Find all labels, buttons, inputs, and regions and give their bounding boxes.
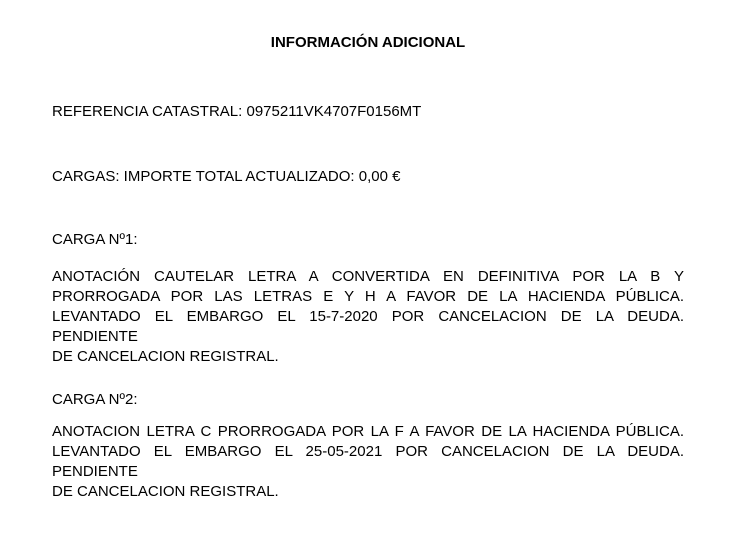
cadastral-reference-line: REFERENCIA CATASTRAL: 0975211VK4707F0156MT <box>52 103 422 120</box>
text-line: PRORROGADA POR LAS LETRAS E Y H A FAVOR DE LA HACIENDA PÚBLICA. <box>52 288 684 305</box>
charge-2-description <box>52 422 684 502</box>
charge-2-heading: CARGA Nº2: <box>52 391 138 408</box>
charges-total-line: CARGAS: IMPORTE TOTAL ACTUALIZADO: 0,00 € <box>52 168 401 185</box>
text-line: LEVANTADO EL EMBARGO EL 15-7-2020 POR CANCELACION DE LA DEUDA. PENDIENTE <box>52 308 684 345</box>
text-line: LEVANTADO EL EMBARGO EL 25-05-2021 POR CANCELACION DE LA DEUDA. PENDIENTE <box>52 443 684 480</box>
document-page <box>52 33 684 502</box>
text-line: DE CANCELACION REGISTRAL. <box>52 483 279 500</box>
text-line: ANOTACIÓN CAUTELAR LETRA A CONVERTIDA EN DEFINITIVA POR LA B Y <box>52 268 684 285</box>
charge-1-description <box>52 267 684 367</box>
text-line: DE CANCELACION REGISTRAL. <box>52 348 279 365</box>
text-line: ANOTACION LETRA C PRORROGADA POR LA F A FAVOR DE LA HACIENDA PÚBLICA. <box>52 423 684 440</box>
document-title: INFORMACIÓN ADICIONAL <box>270 34 466 51</box>
charge-1-heading: CARGA Nº1: <box>52 231 138 248</box>
